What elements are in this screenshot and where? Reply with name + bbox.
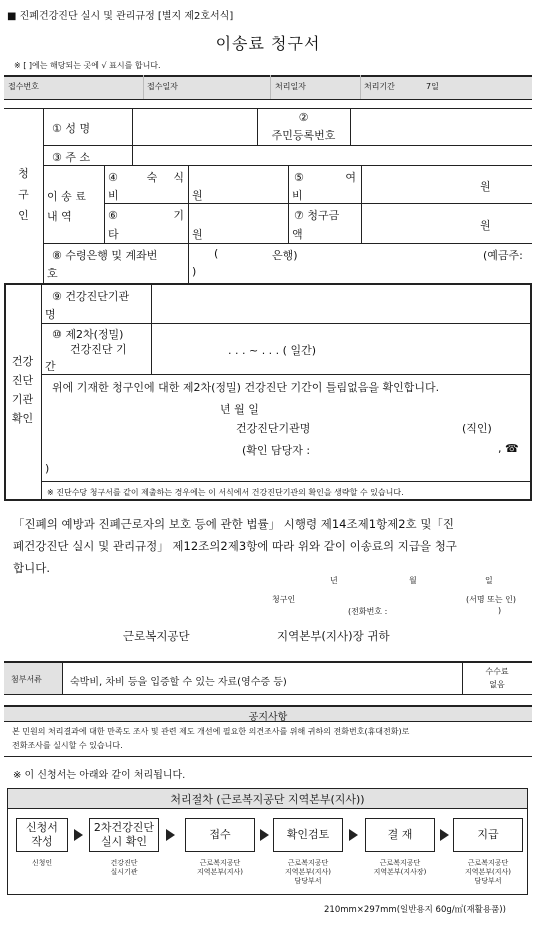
step-1-label: 신청서 작성 bbox=[26, 821, 58, 848]
header-bullet: ■ bbox=[7, 11, 17, 22]
institution-side-label bbox=[4, 352, 41, 428]
receipt-no-label: 접수번호 bbox=[8, 82, 39, 91]
fee-label-2: 없음 bbox=[489, 680, 505, 689]
other-label-2: 타 bbox=[108, 228, 119, 241]
confirm-date: 년 월 일 bbox=[220, 403, 259, 416]
paper-spec: 210mm×297mm(일반용지 60g/㎡(재활용품)) bbox=[324, 905, 506, 915]
claim-statement-line-3: 합니다. bbox=[13, 561, 50, 575]
period-label-2: 건강진단 기 bbox=[70, 343, 127, 356]
step-6-actor: 근로복지공단 지역본부(지사) 담당부서 bbox=[464, 859, 512, 885]
step-5-actor: 근로복지공단 지역본부(지사장) bbox=[373, 859, 427, 876]
fee-label-1: 수수료 bbox=[485, 667, 509, 676]
officer-close: ) bbox=[45, 462, 50, 475]
claimant-side-3: 인 bbox=[18, 209, 29, 222]
arrow-2-icon bbox=[166, 829, 175, 841]
form-header bbox=[7, 7, 233, 22]
address-field[interactable] bbox=[134, 147, 530, 163]
institution-note: ※ 진단수당 청구서를 같이 제출하는 경우에는 이 서식에서 건강진단기관의 확인을 생략할 수 있습니다. bbox=[47, 488, 404, 497]
step-4-label: 확인검토 bbox=[286, 828, 330, 841]
arrow-5-icon bbox=[440, 829, 449, 841]
inst-name-label-2: 명 bbox=[45, 308, 56, 321]
step-5-label: 결 재 bbox=[387, 828, 413, 841]
rrn-field[interactable] bbox=[352, 110, 530, 143]
sign-year: 년 bbox=[330, 576, 338, 585]
total-label: ⑦ 청구금 bbox=[294, 209, 340, 222]
inst-side-3: 기관 bbox=[11, 393, 34, 406]
notice-text-1: 본 민원의 처리결과에 대한 만족도 조사 및 관련 제도 개선에 필요한 의견조사를 위해 귀하의 전화번호(휴대전화)로 bbox=[12, 727, 410, 736]
process-title: 처리절차 (근로복지공단 지역본부(지사)) bbox=[170, 793, 365, 806]
claim-statement-line-1: 「진폐의 예방과 진폐근로자의 보호 등에 관한 법률」 시행령 제14조제1항제2호 및「진 bbox=[13, 517, 455, 531]
period-label-3: 간 bbox=[45, 360, 56, 373]
receipt-date-label: 접수일자 bbox=[147, 82, 178, 91]
inst-side-2: 진단 bbox=[11, 374, 34, 387]
bank-paren-close: ) bbox=[192, 265, 197, 278]
arrow-1-icon bbox=[74, 829, 83, 841]
inst-name-field[interactable] bbox=[153, 286, 529, 321]
lodging-label: ④ 숙 식 bbox=[108, 171, 184, 184]
attachments-content: 숙박비, 차비 등을 입증할 수 있는 자료(영수증 등) bbox=[70, 677, 287, 688]
process-date-label: 처리일자 bbox=[275, 82, 306, 91]
inst-side-4: 확인 bbox=[11, 412, 34, 425]
total-unit: 원 bbox=[480, 219, 491, 232]
travel-label-2: 비 bbox=[292, 189, 303, 202]
period-label: ⑩ 제2차(정밀) bbox=[52, 328, 124, 341]
step-3-actor: 근로복지공단 지역본부(지사) bbox=[196, 859, 244, 876]
other-label: ⑥ 기 bbox=[108, 209, 184, 222]
claimant-side-1: 청 bbox=[18, 167, 29, 180]
inst-seal: (직인) bbox=[462, 422, 492, 435]
name-field[interactable] bbox=[134, 110, 255, 143]
step-5-box bbox=[365, 818, 435, 852]
bank-paren-open: ( bbox=[214, 247, 219, 260]
arrow-3-icon bbox=[260, 829, 269, 841]
bank-bank: 은행) bbox=[272, 249, 298, 262]
officer-label: (확인 담당자 : bbox=[242, 444, 311, 457]
step-3-label: 접수 bbox=[209, 828, 231, 841]
step-2-box bbox=[89, 818, 159, 852]
travel-label: ⑤ 여 bbox=[294, 171, 356, 184]
sign-phone-label: (전화번호 : bbox=[348, 607, 388, 616]
period-value[interactable]: . . . ~ . . . ( 일간) bbox=[228, 344, 317, 357]
bank-label: ⑧ 수령은행 및 계좌번 bbox=[52, 249, 158, 262]
notice-text-2: 전화조사를 실시할 수 있습니다. bbox=[12, 741, 123, 750]
top-note: ※ [ ]에는 해당되는 곳에 √ 표시를 합니다. bbox=[14, 61, 161, 70]
process-note: ※ 이 신청서는 아래와 같이 처리됩니다. bbox=[13, 770, 186, 781]
total-label-2: 액 bbox=[292, 228, 303, 241]
sign-phone-close: ) bbox=[498, 606, 502, 615]
rrn-label-num: ② bbox=[298, 111, 309, 124]
transport-label-2: 내 역 bbox=[47, 210, 72, 223]
bank-label-2: 호 bbox=[47, 267, 58, 280]
step-1-box bbox=[16, 818, 68, 852]
header-text: 진폐건강진단 실시 및 관리규정 [별지 제2호서식] bbox=[19, 11, 234, 22]
arrow-4-icon bbox=[349, 829, 358, 841]
claim-statement-line-2: 폐건강진단 실시 및 관리규정」 제12조의2제3항에 따라 위와 같이 이송료의 지급을 청구 bbox=[13, 539, 457, 553]
step-6-box bbox=[453, 818, 523, 852]
step-2-actor: 건강진단 실시기관 bbox=[110, 859, 138, 876]
bank-depositor: (예금주: bbox=[483, 249, 523, 262]
notice-title: 공지사항 bbox=[248, 712, 288, 723]
sign-day: 일 bbox=[485, 576, 493, 585]
inst-sign-label: 건강진단기관명 bbox=[236, 422, 311, 435]
transport-label-1: 이 송 료 bbox=[47, 190, 86, 203]
claimant-side-label bbox=[4, 163, 43, 226]
reception-row bbox=[4, 75, 532, 99]
travel-unit: 원 bbox=[480, 180, 491, 193]
step-1-actor: 신청인 bbox=[31, 859, 53, 867]
attachments-label: 첨부서류 bbox=[11, 675, 42, 684]
rrn-label: 주민등록번호 bbox=[271, 129, 336, 142]
officer-phone: , ☎ bbox=[498, 442, 519, 455]
addressee-office: 지역본부(지사)장 귀하 bbox=[277, 629, 390, 643]
claim-statement bbox=[13, 513, 457, 579]
address-label: ③ 주 소 bbox=[52, 151, 91, 164]
step-4-actor: 근로복지공단 지역본부(지사) 담당부서 bbox=[284, 859, 332, 885]
step-4-box bbox=[273, 818, 343, 852]
other-unit: 원 bbox=[192, 228, 203, 241]
process-period-value: 7일 bbox=[426, 82, 439, 91]
addressee-org: 근로복지공단 bbox=[123, 629, 190, 643]
step-6-label: 지급 bbox=[477, 828, 499, 841]
inst-name-label: ⑨ 건강진단기관 bbox=[52, 290, 130, 303]
sign-claimant-label: 청구인 bbox=[272, 595, 296, 604]
form-title: 이송료 청구서 bbox=[215, 34, 321, 53]
sign-or-seal: (서명 또는 인) bbox=[466, 595, 516, 604]
process-period-label: 처리기간 bbox=[364, 82, 395, 91]
sign-month: 월 bbox=[409, 576, 417, 585]
claimant-side-2: 구 bbox=[18, 188, 29, 201]
lodging-label-2: 비 bbox=[108, 189, 119, 202]
step-2-label: 2차건강진단 실시 확인 bbox=[93, 821, 155, 848]
lodging-unit: 원 bbox=[192, 189, 203, 202]
inst-side-1: 건강 bbox=[11, 355, 34, 368]
step-3-box bbox=[185, 818, 255, 852]
confirm-text: 위에 기재한 청구인에 대한 제2차(정밀) 건강진단 기간이 틀림없음을 확인합니다. bbox=[52, 381, 440, 394]
name-label: ① 성 명 bbox=[52, 122, 91, 135]
